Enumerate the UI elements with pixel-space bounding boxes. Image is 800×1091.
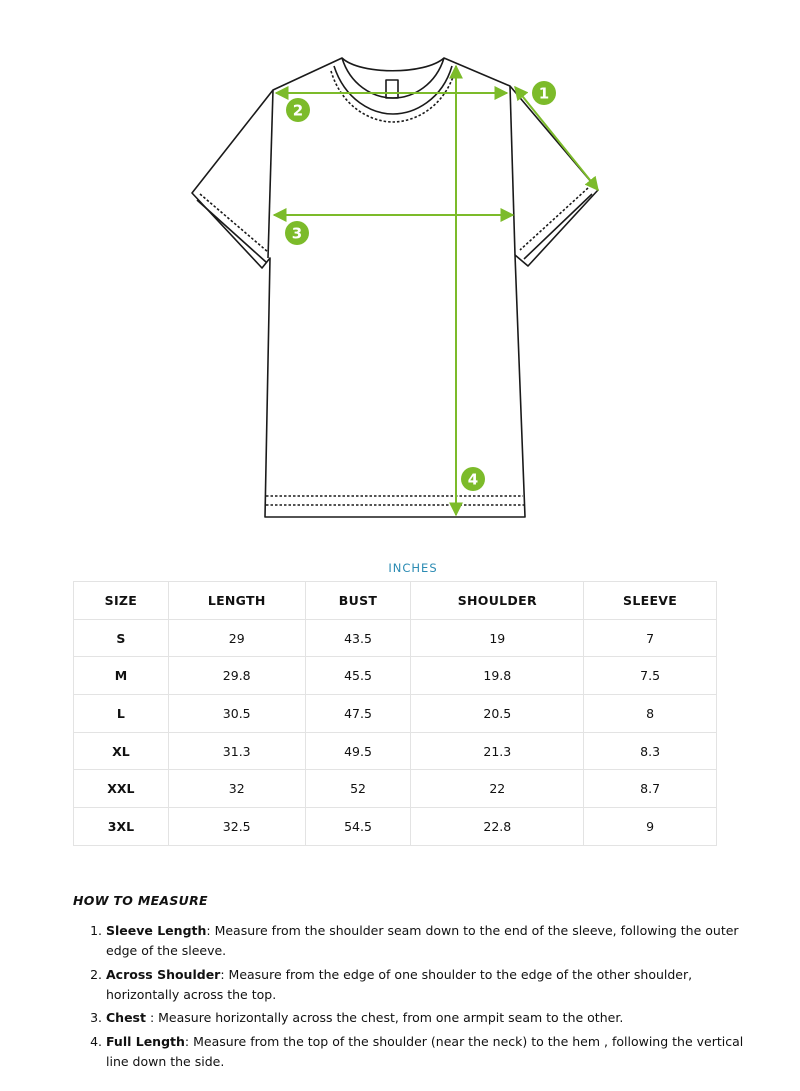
table-row (74, 619, 717, 657)
size-chart-table (73, 581, 717, 846)
shoulder-cell: 22.8 (411, 808, 584, 846)
sleeve-cell: 8.7 (584, 770, 717, 808)
length-cell: 31.3 (168, 732, 305, 770)
size-cell: L (74, 695, 169, 733)
sleeve-cell: 9 (584, 808, 717, 846)
measure-description: Measure from the top of the shoulder (near the neck) to the hem , following the vertical line down the side. (106, 1033, 744, 1069)
shoulder-cell: 20.5 (411, 695, 584, 733)
tshirt-outline (192, 58, 598, 517)
svg-text:2: 2 (292, 101, 304, 120)
sleeve-cell: 7.5 (584, 657, 717, 695)
measure-term: Sleeve Length (106, 923, 207, 938)
term-separator: : (206, 923, 215, 938)
measure-term: Chest (106, 1010, 146, 1025)
table-row (74, 808, 717, 846)
length-cell: 30.5 (168, 695, 305, 733)
size-cell: S (74, 619, 169, 657)
measure-description: Measure from the shoulder seam down to the end of the sleeve, following the outer edge of the sleeve. (106, 923, 739, 958)
sleeve-cell: 7 (584, 619, 717, 657)
header-size: SIZE (74, 582, 169, 620)
how-to-measure-title: HOW TO MEASURE (73, 893, 208, 908)
tshirt-measurement-diagram (0, 0, 800, 540)
size-cell: M (74, 657, 169, 695)
table-header-row (74, 582, 717, 620)
term-separator: : (145, 1010, 159, 1025)
term-separator: : (220, 966, 229, 982)
svg-text:1: 1 (538, 84, 550, 103)
bust-cell: 52 (305, 770, 411, 808)
shoulder-cell: 22 (411, 770, 584, 808)
sleeve-cell: 8 (584, 695, 717, 733)
shoulder-cell: 21.3 (411, 732, 584, 770)
bust-cell: 47.5 (305, 695, 411, 733)
bust-cell: 54.5 (305, 808, 411, 846)
marker-3 (285, 221, 309, 245)
header-sleeve: SLEEVE (584, 582, 717, 620)
shoulder-cell: 19 (411, 619, 584, 657)
marker-2 (286, 98, 310, 122)
unit-label: INCHES (388, 561, 438, 575)
table-row (74, 657, 717, 695)
svg-text:4: 4 (467, 470, 479, 489)
bust-cell: 43.5 (305, 619, 411, 657)
term-separator: : (184, 1033, 194, 1049)
size-cell: 3XL (74, 808, 169, 846)
measure-term: Across Shoulder (106, 966, 221, 982)
bust-cell: 49.5 (305, 732, 411, 770)
size-cell: XXL (74, 770, 169, 808)
measure-description: Measure horizontally across the chest, from one armpit seam to the other. (158, 1010, 624, 1025)
sleeve-length-line (515, 84, 598, 190)
shoulder-cell: 19.8 (411, 657, 584, 695)
length-cell: 32.5 (168, 808, 305, 846)
length-cell: 32 (168, 770, 305, 808)
measure-term: Full Length (106, 1033, 185, 1049)
table-row (74, 732, 717, 770)
svg-text:3: 3 (291, 224, 303, 243)
size-cell: XL (74, 732, 169, 770)
measure-description: Measure from the edge of one shoulder to the edge of the other shoulder, horizontally across the top. (106, 966, 693, 1002)
table-row (74, 770, 717, 808)
bust-cell: 45.5 (305, 657, 411, 695)
marker-4 (461, 467, 485, 491)
list-item (106, 1032, 746, 1072)
how-to-measure-list (73, 921, 746, 1075)
length-cell: 29 (168, 619, 305, 657)
header-length: LENGTH (168, 582, 305, 620)
marker-1 (532, 81, 556, 105)
list-item (106, 1008, 746, 1028)
list-item (106, 965, 746, 1005)
header-shoulder: SHOULDER (411, 582, 584, 620)
list-item (106, 921, 746, 961)
table-row (74, 695, 717, 733)
length-cell: 29.8 (168, 657, 305, 695)
sleeve-cell: 8.3 (584, 732, 717, 770)
header-bust: BUST (305, 582, 411, 620)
